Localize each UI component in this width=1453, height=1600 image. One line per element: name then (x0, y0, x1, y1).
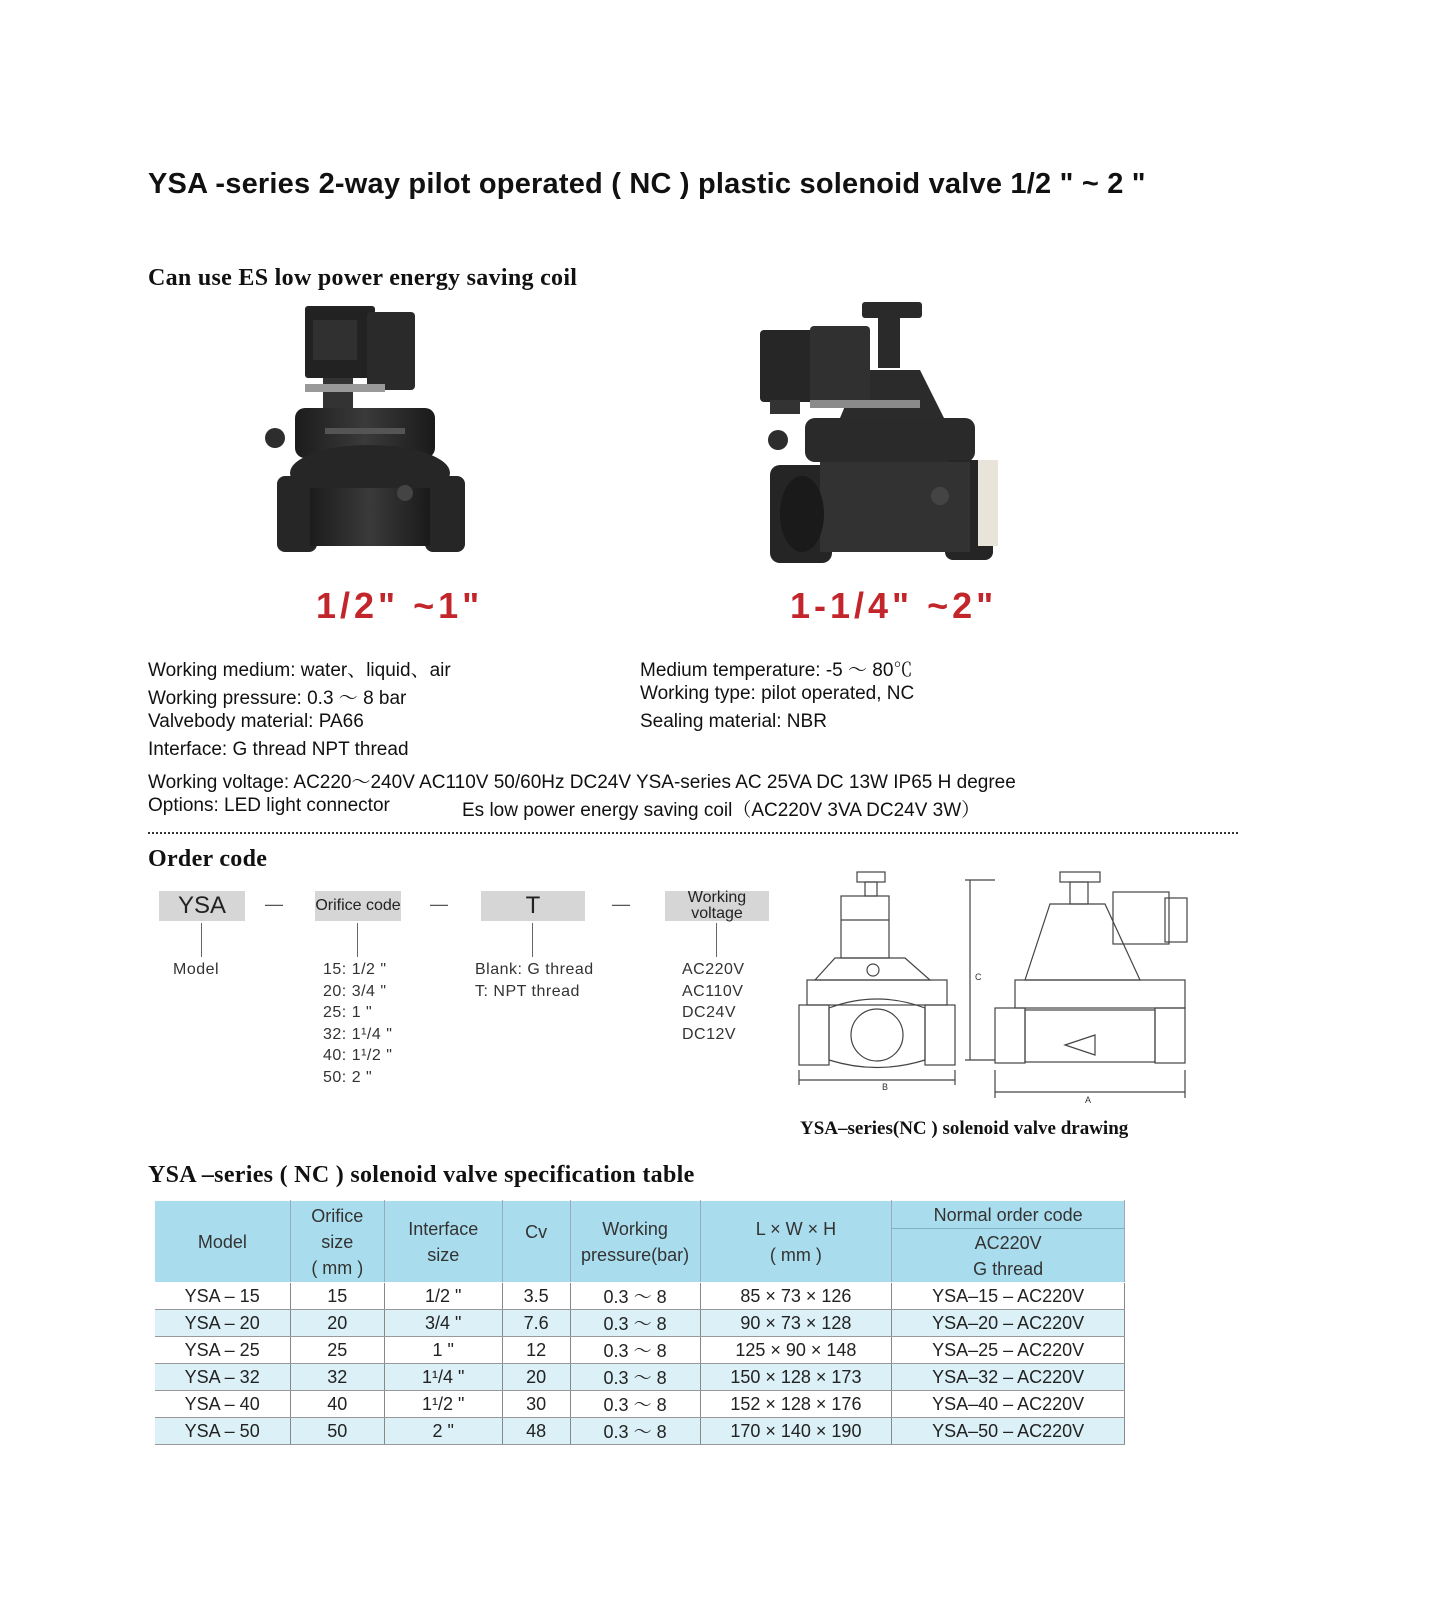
voltage-list (682, 959, 745, 1045)
cell-interface: 1¹/2 " (384, 1391, 502, 1418)
order-line-thread (532, 923, 533, 957)
cell-cv: 3.5 (502, 1283, 570, 1310)
cell-pressure: 0.3 ～ 8 (570, 1418, 700, 1445)
spec-working-medium: Working medium: water、liquid、air (148, 660, 451, 681)
th-pressure-line: pressure(bar) (581, 1244, 690, 1265)
valve-drawing (795, 870, 1230, 1115)
cell-model: YSA – 20 (155, 1310, 291, 1337)
spec-working-voltage: Working voltage: AC220～240V AC110V 50/60Hz DC24V YSA-series AC 25VA DC 13W IP65 H degree (148, 772, 1016, 793)
divider (148, 832, 1238, 834)
page-title: YSA -series 2-way pilot operated ( NC ) plastic solenoid valve 1/2 " ~ 2 " (148, 168, 1146, 200)
th-order-sub (892, 1229, 1125, 1283)
order-line-voltage (716, 923, 717, 957)
valve-image-small (255, 298, 490, 576)
th-order: Normal order code (892, 1201, 1125, 1229)
th-order-sub-line: AC220V (974, 1232, 1042, 1253)
orifice-item: 32: 1¹/4 " (323, 1025, 393, 1043)
th-pressure-line: Working (602, 1218, 668, 1239)
cell-code: YSA–50 – AC220V (892, 1418, 1125, 1445)
voltage-item: DC24V (682, 1004, 737, 1021)
order-dash-3: — (612, 894, 630, 914)
cell-lwh: 150 × 128 × 173 (700, 1364, 892, 1391)
th-orifice-line: Orifice (311, 1205, 364, 1226)
spec-valvebody-material: Valvebody material: PA66 (148, 711, 364, 732)
dim-a-label: A (1085, 1095, 1092, 1105)
order-model-label: Model (173, 961, 220, 978)
cell-cv: 20 (502, 1364, 570, 1391)
size-label-large: 1-1/4" ~2" (790, 585, 998, 626)
cell-pressure: 0.3 ～ 8 (570, 1337, 700, 1364)
cell-cv: 7.6 (502, 1310, 570, 1337)
cell-cv: 12 (502, 1337, 570, 1364)
table-row (155, 1391, 1125, 1418)
cell-lwh: 152 × 128 × 176 (700, 1391, 892, 1418)
cell-code: YSA–20 – AC220V (892, 1310, 1125, 1337)
table-row (155, 1418, 1125, 1445)
cell-interface: 1 " (384, 1337, 502, 1364)
voltage-item: AC220V (682, 961, 745, 978)
orifice-item: 20: 3/4 " (323, 982, 387, 1000)
cell-lwh: 90 × 73 × 128 (700, 1310, 892, 1337)
th-model: Model (155, 1201, 291, 1283)
order-line-model (201, 923, 202, 957)
cell-interface: 1/2 " (384, 1283, 502, 1310)
th-orifice (290, 1201, 384, 1283)
cell-lwh: 85 × 73 × 126 (700, 1283, 892, 1310)
spec-table (154, 1200, 1125, 1445)
table-row (155, 1364, 1125, 1391)
cell-interface: 3/4 " (384, 1310, 502, 1337)
cell-lwh: 125 × 90 × 148 (700, 1337, 892, 1364)
cell-code: YSA–25 – AC220V (892, 1337, 1125, 1364)
order-box-orifice: Orifice code (315, 891, 401, 921)
th-interface-line: Interface (408, 1218, 479, 1239)
drawing-caption: YSA–series(NC ) solenoid valve drawing (800, 1118, 1129, 1139)
spec-options: Options: LED light connector (148, 795, 390, 816)
cell-model: YSA – 50 (155, 1418, 291, 1445)
order-box-thread: T (481, 891, 585, 921)
spec-sealing-material: Sealing material: NBR (640, 711, 827, 732)
valve-image-large (750, 300, 1020, 575)
size-label-small: 1/2" ~1" (316, 585, 484, 626)
order-dash-1: — (265, 894, 283, 914)
cell-interface: 1¹/4 " (384, 1364, 502, 1391)
th-orifice-line: size (321, 1231, 354, 1252)
th-interface (384, 1201, 502, 1283)
table-row (155, 1310, 1125, 1337)
dim-b-label: B (882, 1082, 889, 1092)
spec-working-pressure: Working pressure: 0.3 ～ 8 bar (148, 688, 407, 709)
cell-code: YSA–32 – AC220V (892, 1364, 1125, 1391)
th-lwh (700, 1201, 892, 1283)
orifice-item: 50: 2 " (323, 1068, 373, 1086)
cell-code: YSA–15 – AC220V (892, 1283, 1125, 1310)
cell-code: YSA–40 – AC220V (892, 1391, 1125, 1418)
orifice-list (323, 959, 392, 1088)
cell-cv: 48 (502, 1418, 570, 1445)
voltage-item: AC110V (682, 982, 744, 1000)
coil-heading: Can use ES low power energy saving coil (148, 265, 578, 291)
cell-pressure: 0.3 ～ 8 (570, 1283, 700, 1310)
cell-lwh: 170 × 140 × 190 (700, 1418, 892, 1445)
spec-medium-temperature: Medium temperature: -5 ～ 80℃ (640, 660, 913, 681)
cell-orifice: 20 (290, 1310, 384, 1337)
th-pressure (570, 1201, 700, 1283)
cell-cv: 30 (502, 1391, 570, 1418)
cell-interface: 2 " (384, 1418, 502, 1445)
order-box-model: YSA (159, 891, 245, 921)
order-box-voltage: Working voltage (665, 891, 769, 921)
order-line-orifice (357, 923, 358, 957)
orifice-item: 15: 1/2 " (323, 961, 387, 978)
cell-pressure: 0.3 ～ 8 (570, 1391, 700, 1418)
dim-c-label: C (975, 972, 982, 982)
table-row (155, 1337, 1125, 1364)
th-orifice-line: ( mm ) (311, 1257, 364, 1278)
order-code-heading: Order code (148, 846, 268, 872)
spec-working-type: Working type: pilot operated, NC (640, 683, 915, 704)
cell-pressure: 0.3 ～ 8 (570, 1310, 700, 1337)
cell-orifice: 32 (290, 1364, 384, 1391)
cell-pressure: 0.3 ～ 8 (570, 1364, 700, 1391)
cell-model: YSA – 40 (155, 1391, 291, 1418)
cell-model: YSA – 32 (155, 1364, 291, 1391)
cell-orifice: 25 (290, 1337, 384, 1364)
th-lwh-line: ( mm ) (769, 1244, 822, 1265)
thread-item: T: NPT thread (475, 982, 580, 1000)
spec-interface: Interface: G thread NPT thread (148, 739, 409, 760)
th-cv: Cv (502, 1201, 570, 1283)
orifice-item: 40: 1¹/2 " (323, 1047, 393, 1064)
table-row (155, 1283, 1125, 1310)
spec-options-coil: Es low power energy saving coil（AC220V 3VA DC24V 3W） (462, 800, 981, 821)
table-heading: YSA –series ( NC ) solenoid valve specification table (148, 1162, 695, 1188)
thread-item: Blank: G thread (475, 961, 594, 978)
cell-model: YSA – 25 (155, 1337, 291, 1364)
order-dash-2: — (430, 894, 448, 914)
voltage-item: DC12V (682, 1025, 737, 1043)
thread-list (475, 959, 594, 1002)
th-interface-line: size (427, 1244, 460, 1265)
cell-model: YSA – 15 (155, 1283, 291, 1310)
orifice-item: 25: 1 " (323, 1004, 373, 1021)
th-order-sub-line: G thread (973, 1258, 1044, 1279)
th-lwh-line: L × W × H (755, 1218, 837, 1239)
cell-orifice: 50 (290, 1418, 384, 1445)
cell-orifice: 15 (290, 1283, 384, 1310)
cell-orifice: 40 (290, 1391, 384, 1418)
